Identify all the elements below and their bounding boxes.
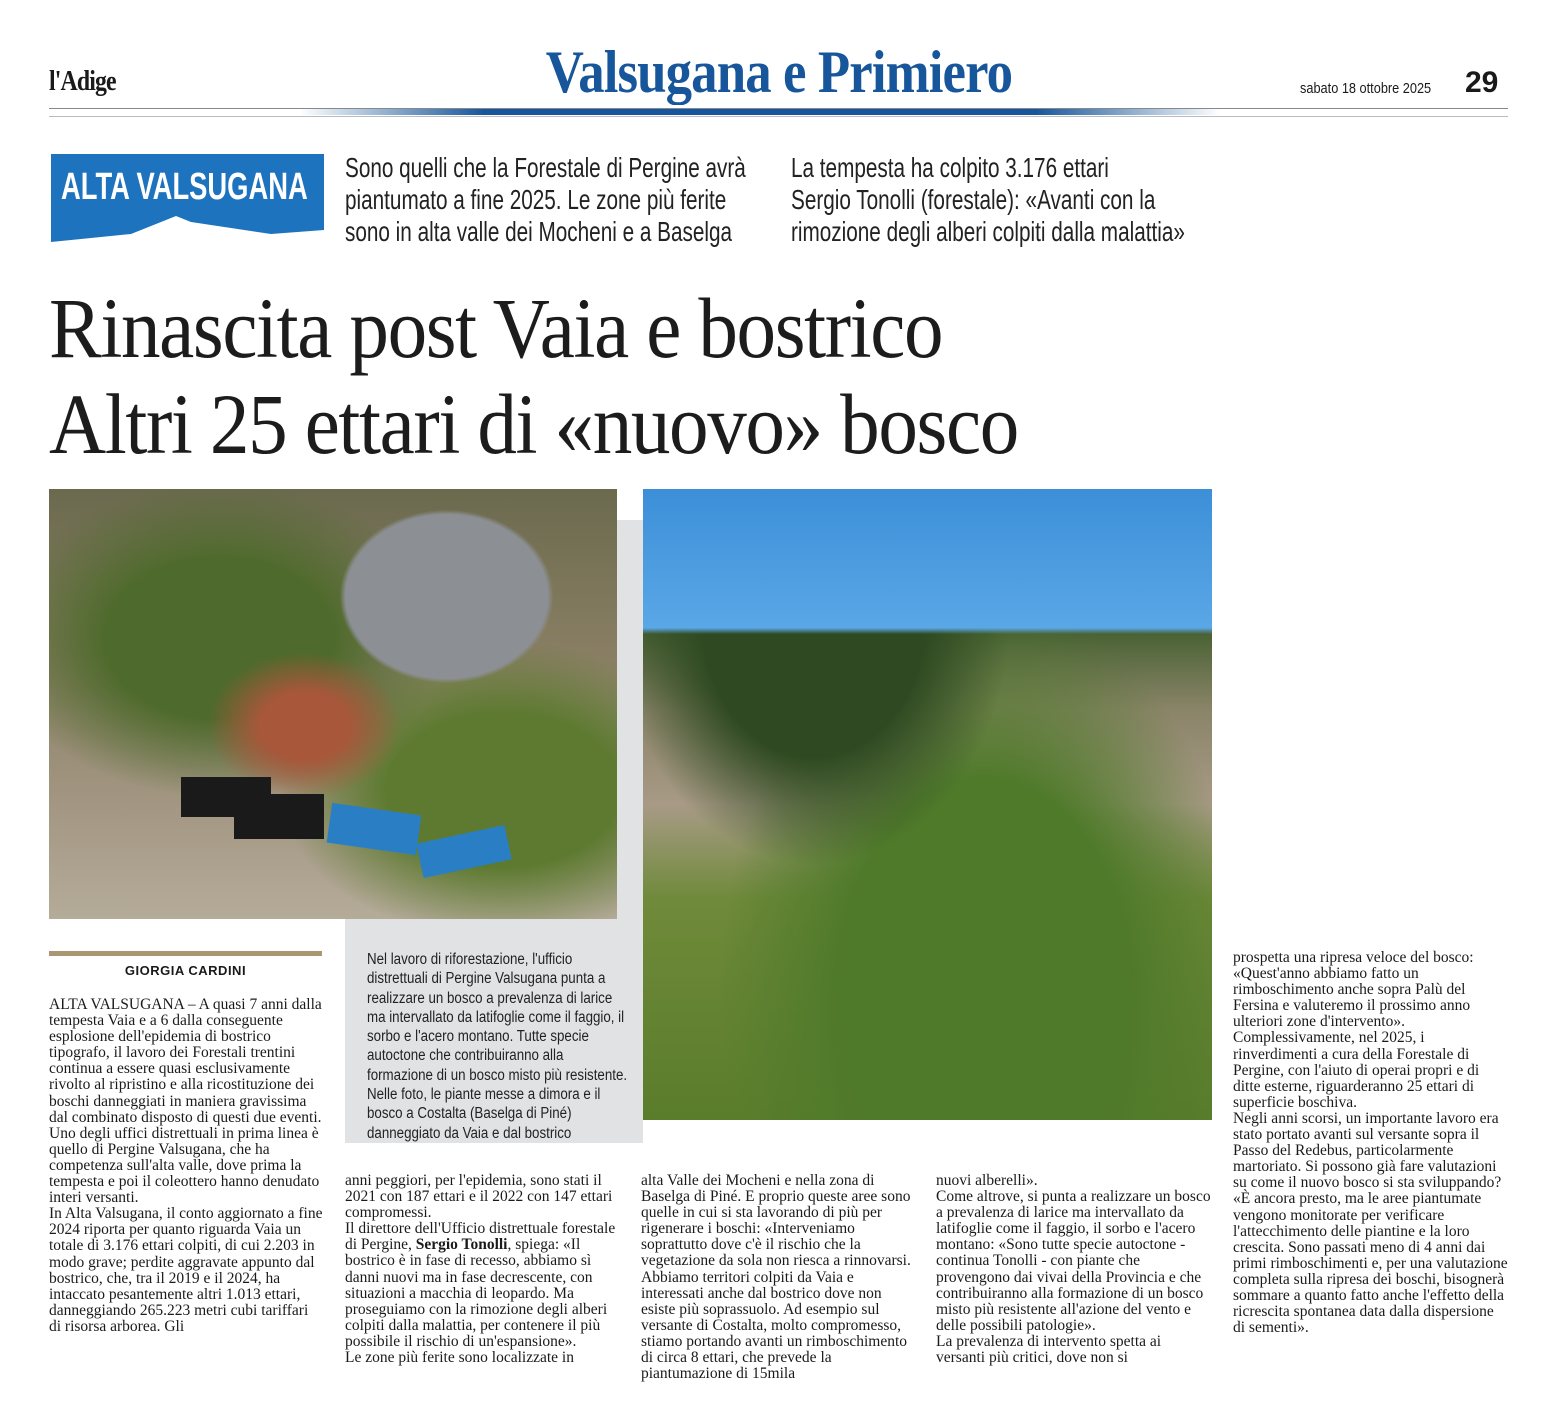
header-accent-bar bbox=[300, 109, 1220, 115]
subhead-line: Sergio Tonolli (forestale): «Avanti con la bbox=[791, 184, 1156, 215]
paragraph: alta Valle dei Mocheni e nella zona di Baselga di Piné. E proprio queste aree sono quelle in cui si sta lavorando di più per rigenerare i boschi: «Interveniamo soprattutto dove c'è il rischio che la vegetazione da sola non riesca a rinnovarsi. Abbiamo territori colpiti da Vaia e interessati anche dal bostrico dove non esiste più soprassuolo. Ad esempio sul versante di Costalta, molto compromesso, stiamo portando avanti un rimboschimento di circa 8 ettari, che prevede la piantumazione di 15mila bbox=[641, 1172, 911, 1383]
paragraph: Le zone più ferite sono localizzate in bbox=[345, 1349, 574, 1367]
paragraph: anni peggiori, per l'epidemia, sono stati il 2021 con 187 ettari e il 2022 con 147 ettari compromessi. bbox=[345, 1172, 613, 1222]
body-column-4 bbox=[936, 1173, 1211, 1366]
kicker-badge bbox=[51, 154, 324, 248]
paragraph: prospetta una ripresa veloce del bosco: «Quest'anno abbiamo fatto un rimboschimento anche sopra Palù del Fersina e valuteremo il prossimo anno ulteriori zone d'intervento». bbox=[1233, 949, 1474, 1031]
paragraph: Come altrove, si punta a realizzare un bosco a prevalenza di larice ma intervallato da latifoglie come il faggio, il sorbo e l'acero montano: «Sono tutte specie autoctone - continua Tonolli - con piante che provengono dai vivai della Provincia e che contribuiranno alla formazione di un bosco misto più resistente all'azione del vento e delle possibili patologie». bbox=[936, 1188, 1211, 1334]
subhead-line: La tempesta ha colpito 3.176 ettari bbox=[791, 152, 1109, 183]
headline bbox=[49, 280, 1018, 472]
person-name: Sergio Tonolli bbox=[415, 1236, 508, 1254]
photo-seedlings bbox=[49, 489, 617, 919]
paragraph: Uno degli uffici distrettuali in prima linea è quello di Pergine Valsugana, che ha competenza sull'alta valle, dove prima la tempesta e poi il coleottero hanno denudato interi versanti. bbox=[49, 1124, 320, 1207]
byline-rule bbox=[49, 951, 322, 956]
paragraph: Negli anni scorsi, un importante lavoro era stato portato avanti sul versante sopra il Passo del Redebus, particolarmente martoriato. Si possono già fare valutazioni su come il nuovo bosco si sta sviluppando? bbox=[1233, 1109, 1502, 1192]
author-byline: GIORGIA CARDINI bbox=[124, 963, 247, 978]
subhead-left bbox=[345, 152, 746, 248]
body-column-1 bbox=[49, 997, 324, 1335]
subhead-line: rimozione degli alberi colpiti dalla malattia» bbox=[791, 216, 1185, 247]
newspaper-logo: l'Adige bbox=[49, 66, 116, 97]
paragraph: In Alta Valsugana, il conto aggiornato a fine 2024 riporta per quanto riguarda Vaia un totale di 3.176 ettari colpiti, di cui 2.203 in modo grave; perdite aggravate appunto dal bostrico, che, tra il 2019 e il 2024, ha intaccato pesantemente altri 1.013 ettari, danneggiando 265.223 metri cubi tariffari di risorsa arborea. Gli bbox=[49, 1205, 323, 1335]
paragraph bbox=[345, 1221, 620, 1350]
photo-caption: Nel lavoro di riforestazione, l'ufficio distrettuali di Pergine Valsugana punta a realizzare un bosco a prevalenza di larice ma intervallato da latifoglie come il faggio, il sorbo e l'acero montano. Tutte specie autoctone che contribuiranno alla formazione di un bosco misto più resistente. Nelle foto, le piante messe a dimora e il bosco a Costalta (Baselga di Piné) danneggiato da Vaia e dal bostrico bbox=[367, 951, 628, 1142]
photo-costalta-forest bbox=[643, 489, 1212, 1120]
paragraph: ALTA VALSUGANA – A quasi 7 anni dalla tempesta Vaia e a 6 dalla conseguente esplosione dell'epidemia di bostrico tipografo, il lavoro dei Forestali trentini continua a essere quasi esclusivamente rivolto al ripristino e alla ricostituzione dei boschi danneggiati in maniera gravissima dal combinato disposto di questi due eventi. bbox=[49, 996, 322, 1126]
text: , spiega: «Il bostrico è in fase di recesso, abbiamo sì danni nuovi ma in fase decrescente, con situazioni a macchia di leopardo. Ma proseguiamo con la rimozione degli alberi colpiti dalla malattia, per contenere il più possibile il rischio di un'espansione». bbox=[345, 1236, 608, 1350]
text: Il direttore dell'Ufficio distrettuale forestale di Pergine, bbox=[345, 1220, 616, 1254]
subhead-right bbox=[791, 152, 1185, 248]
mountain-icon bbox=[51, 208, 324, 248]
section-title: Valsugana e Primiero bbox=[545, 39, 1013, 105]
header-rule-bottom bbox=[49, 116, 1508, 117]
page-number: 29 bbox=[1465, 66, 1499, 99]
issue-date: sabato 18 ottobre 2025 bbox=[1300, 80, 1432, 97]
body-column-5 bbox=[1233, 950, 1508, 1336]
kicker-label: ALTA VALSUGANA bbox=[61, 166, 308, 208]
paragraph: «È ancora presto, ma le aree piantumate vengono monitorate per verificare l'attecchimento delle piantine e la loro crescita. Sono passati meno di 4 anni dai primi rimboschimenti e, per una valutazione completa sulla ripresa dei boschi, bisognerà sommare a quanto fatto anche l'effetto della ricrescita spontanea data dalla dispersione di sementi». bbox=[1233, 1190, 1508, 1337]
paragraph: Complessivamente, nel 2025, i rinverdimenti a cura della Forestale di Pergine, con l'aiuto di operai propri e di ditte esterne, riguarderanno 25 ettari di superficie boschiva. bbox=[1233, 1029, 1480, 1111]
paragraph: La prevalenza di intervento spetta ai versanti più critici, dove non si bbox=[936, 1332, 1162, 1367]
headline-line-2: Altri 25 ettari di «nuovo» bosco bbox=[49, 376, 1018, 472]
headline-line-1: Rinascita post Vaia e bostrico bbox=[49, 280, 943, 376]
body-column-2 bbox=[345, 1173, 620, 1366]
body-column-3 bbox=[641, 1173, 916, 1382]
subhead-line: Sono quelli che la Forestale di Pergine avrà bbox=[345, 152, 746, 183]
subhead-line: sono in alta valle dei Mocheni e a Baselga bbox=[345, 216, 733, 247]
subhead-line: piantumato a fine 2025. Le zone più ferite bbox=[345, 184, 727, 215]
paragraph: nuovi alberelli». bbox=[936, 1172, 1038, 1189]
